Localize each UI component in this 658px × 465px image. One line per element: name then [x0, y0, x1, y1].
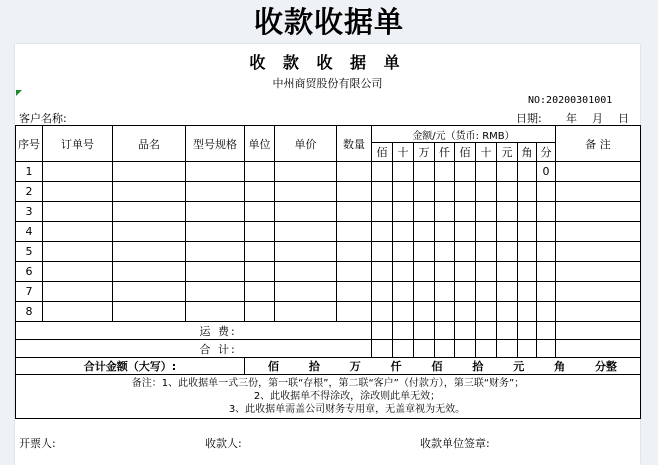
notes-cell [16, 375, 641, 419]
banner-title: 收款收据单 [253, 5, 404, 39]
qty-cell[interactable] [337, 302, 372, 322]
table-row [16, 162, 641, 182]
amount-digit-cell[interactable] [393, 162, 414, 182]
amount-digit-cell[interactable] [497, 302, 518, 322]
amount-digit-cell[interactable] [435, 202, 455, 222]
amount-digit-cell[interactable] [455, 202, 476, 222]
amount-digit-cell[interactable] [414, 262, 435, 282]
unit-cell[interactable] [245, 202, 275, 222]
total-unit-label: 拾 [472, 360, 484, 373]
table-row [16, 202, 641, 222]
total-unit-label: 万 [349, 360, 361, 373]
total-unit-label: 佰 [267, 360, 279, 373]
amount-digit-cell[interactable] [435, 242, 455, 262]
order-no-cell[interactable] [43, 222, 113, 242]
amount-digit-cell[interactable] [372, 202, 393, 222]
freight-remark-cell[interactable] [556, 322, 641, 340]
digit-header: 万 [414, 143, 435, 162]
remark-cell[interactable] [556, 302, 641, 322]
product-cell[interactable] [113, 302, 186, 322]
amount-digit-cell[interactable] [497, 182, 518, 202]
table-row [16, 262, 641, 282]
date-label: 日期: [516, 112, 542, 125]
amount-digit-cell[interactable] [455, 282, 476, 302]
table-row [16, 242, 641, 262]
qty-cell[interactable] [337, 162, 372, 182]
price-cell[interactable] [275, 282, 337, 302]
amount-digit-cell[interactable] [393, 222, 414, 242]
digit-header: 十 [393, 143, 414, 162]
remark-cell[interactable] [556, 242, 641, 262]
amount-digit-cell[interactable] [435, 262, 455, 282]
amount-digit-cell[interactable] [372, 222, 393, 242]
total-unit-label: 分整 [594, 360, 617, 373]
row-seq: 6 [16, 262, 43, 282]
amount-digit-cell[interactable] [537, 182, 556, 202]
product-cell[interactable] [113, 162, 186, 182]
amount-digit-cell[interactable]: 0 [537, 162, 556, 182]
receipt-table [15, 125, 641, 419]
model-cell[interactable] [186, 202, 245, 222]
amount-digit-cell[interactable] [372, 262, 393, 282]
order-no-cell[interactable] [43, 282, 113, 302]
qty-cell[interactable] [337, 282, 372, 302]
amount-digit-cell[interactable] [518, 182, 537, 202]
company-name: 中州商贸股份有限公司 [272, 77, 383, 90]
amount-digit-cell[interactable] [393, 302, 414, 322]
amount-digit-cell[interactable] [476, 162, 497, 182]
amount-digit-cell[interactable] [372, 242, 393, 262]
amount-digit-cell[interactable] [455, 302, 476, 322]
header-order-no: 订单号 [43, 126, 113, 162]
amount-digit-cell[interactable] [537, 302, 556, 322]
amount-digit-cell[interactable] [518, 262, 537, 282]
amount-digit-cell[interactable] [393, 202, 414, 222]
amount-digit-cell[interactable] [537, 222, 556, 242]
total-words-label: 合计金额（大写）: [16, 358, 245, 375]
qty-cell[interactable] [337, 202, 372, 222]
qty-cell[interactable] [337, 222, 372, 242]
table-row [16, 282, 641, 302]
date-year: 年 [566, 112, 577, 125]
header-remark: 备 注 [556, 126, 641, 162]
amount-digit-cell[interactable] [455, 182, 476, 202]
unit-cell[interactable] [245, 262, 275, 282]
row-seq: 5 [16, 242, 43, 262]
amount-digit-cell[interactable] [455, 242, 476, 262]
customer-name-label: 客户名称: [19, 112, 67, 125]
price-cell[interactable] [275, 262, 337, 282]
amount-digit-cell[interactable] [393, 262, 414, 282]
amount-digit-cell[interactable] [372, 162, 393, 182]
unit-cell[interactable] [245, 162, 275, 182]
amount-digit-cell[interactable] [414, 242, 435, 262]
header-qty: 数量 [337, 126, 372, 162]
row-seq: 4 [16, 222, 43, 242]
unit-cell[interactable] [245, 222, 275, 242]
total-unit-label: 佰 [431, 360, 443, 373]
amount-digit-cell[interactable] [497, 282, 518, 302]
digit-header: 角 [518, 143, 537, 162]
amount-digit-cell[interactable] [414, 282, 435, 302]
digit-header: 十 [476, 143, 497, 162]
digit-header: 佰 [372, 143, 393, 162]
amount-digit-cell[interactable] [414, 182, 435, 202]
amount-digit-cell[interactable] [393, 242, 414, 262]
amount-digit-cell[interactable] [435, 162, 455, 182]
model-cell[interactable] [186, 162, 245, 182]
price-cell[interactable] [275, 242, 337, 262]
row-seq: 8 [16, 302, 43, 322]
total-unit-label: 仟 [390, 360, 402, 373]
model-cell[interactable] [186, 242, 245, 262]
row-seq: 7 [16, 282, 43, 302]
header-product: 品名 [113, 126, 186, 162]
receipt-sheet [15, 44, 640, 465]
header-seq: 序号 [16, 126, 43, 162]
issuer-label: 开票人: [19, 437, 56, 450]
qty-cell[interactable] [337, 262, 372, 282]
row-seq: 3 [16, 202, 43, 222]
model-cell[interactable] [186, 262, 245, 282]
freight-label: 运 费: [186, 322, 372, 340]
digit-header: 分 [537, 143, 556, 162]
price-cell[interactable] [275, 162, 337, 182]
amount-digit-cell[interactable] [372, 182, 393, 202]
amount-digit-cell[interactable] [537, 262, 556, 282]
unit-cell[interactable] [245, 302, 275, 322]
amount-digit-cell[interactable] [372, 302, 393, 322]
row-seq: 1 [16, 162, 43, 182]
model-cell[interactable] [186, 182, 245, 202]
amount-digit-cell[interactable] [518, 242, 537, 262]
product-cell[interactable] [113, 182, 186, 202]
amount-digit-cell[interactable] [518, 282, 537, 302]
header-amount: 金额/元（货币: RMB） [372, 126, 556, 143]
amount-digit-cell[interactable] [393, 282, 414, 302]
note-line: 备注：1、此收据单一式三份，第一联“存根”，第二联“客户”（付款方），第三联“财务”； [131, 378, 525, 389]
total-unit-label: 角 [554, 360, 566, 373]
date-month: 月 [592, 112, 603, 125]
amount-digit-cell[interactable] [414, 302, 435, 322]
amount-digit-cell[interactable] [518, 302, 537, 322]
remark-cell[interactable] [556, 282, 641, 302]
model-cell[interactable] [186, 222, 245, 242]
remark-cell[interactable] [556, 202, 641, 222]
amount-digit-cell[interactable] [476, 302, 497, 322]
receipt-number: NO:20200301001 [528, 95, 613, 106]
table-row [16, 182, 641, 202]
amount-digit-cell[interactable] [518, 202, 537, 222]
amount-digit-cell[interactable] [476, 242, 497, 262]
qty-cell[interactable] [337, 242, 372, 262]
amount-digit-cell[interactable] [372, 282, 393, 302]
digit-header: 佰 [455, 143, 476, 162]
price-cell[interactable] [275, 202, 337, 222]
amount-digit-cell[interactable] [455, 262, 476, 282]
unit-cell[interactable] [245, 182, 275, 202]
note-line: 3、此收据单需盖公司财务专用章，无盖章视为无效。 [228, 404, 466, 415]
digit-header: 仟 [435, 143, 455, 162]
receiver-label: 收款人: [205, 437, 242, 450]
amount-digit-cell[interactable] [476, 202, 497, 222]
amount-digit-cell[interactable] [537, 282, 556, 302]
amount-digit-cell[interactable] [497, 222, 518, 242]
header-price: 单价 [275, 126, 337, 162]
amount-digit-cell[interactable] [393, 182, 414, 202]
amount-digit-cell[interactable] [476, 222, 497, 242]
amount-digit-cell[interactable] [414, 202, 435, 222]
total-unit-label: 拾 [308, 360, 320, 373]
unit-cell[interactable] [245, 282, 275, 302]
price-cell[interactable] [275, 222, 337, 242]
product-cell[interactable] [113, 262, 186, 282]
remark-cell[interactable] [556, 162, 641, 182]
unit-cell[interactable] [245, 242, 275, 262]
amount-digit-cell[interactable] [476, 282, 497, 302]
amount-digit-cell[interactable] [476, 182, 497, 202]
amount-digit-cell[interactable] [414, 222, 435, 242]
amount-digit-cell[interactable] [455, 222, 476, 242]
stamp-label: 收款单位签章: [420, 437, 490, 450]
amount-digit-cell[interactable] [518, 222, 537, 242]
total-unit-label: 元 [513, 360, 525, 373]
amount-digit-cell[interactable] [518, 162, 537, 182]
subtotal-label: 合 计: [186, 340, 372, 358]
amount-digit-cell[interactable] [537, 202, 556, 222]
amount-digit-cell[interactable] [435, 302, 455, 322]
order-no-cell[interactable] [43, 202, 113, 222]
cell-marker-icon [16, 90, 22, 96]
amount-digit-cell[interactable] [497, 202, 518, 222]
amount-digit-cell[interactable] [455, 162, 476, 182]
note-line: 2、此收据单不得涂改，涂改则此单无效； [253, 391, 441, 402]
amount-digit-cell[interactable] [435, 182, 455, 202]
model-cell[interactable] [186, 282, 245, 302]
product-cell[interactable] [113, 242, 186, 262]
form-title: 收 款 收 据 单 [249, 53, 406, 72]
order-no-cell[interactable] [43, 182, 113, 202]
qty-cell[interactable] [337, 182, 372, 202]
product-cell[interactable] [113, 202, 186, 222]
product-cell[interactable] [113, 222, 186, 242]
amount-digit-cell[interactable] [497, 162, 518, 182]
order-no-cell[interactable] [43, 302, 113, 322]
row-seq: 2 [16, 182, 43, 202]
table-row [16, 222, 641, 242]
amount-digit-cell[interactable] [476, 262, 497, 282]
header-unit: 单位 [245, 126, 275, 162]
order-no-cell[interactable] [43, 162, 113, 182]
model-cell[interactable] [186, 302, 245, 322]
price-cell[interactable] [275, 182, 337, 202]
subtotal-remark-cell[interactable] [556, 340, 641, 358]
amount-digit-cell[interactable] [537, 242, 556, 262]
date-day: 日 [618, 112, 629, 125]
order-no-cell[interactable] [43, 262, 113, 282]
order-no-cell[interactable] [43, 242, 113, 262]
digit-header: 元 [497, 143, 518, 162]
remark-cell[interactable] [556, 182, 641, 202]
amount-digit-cell[interactable] [497, 242, 518, 262]
amount-digit-cell[interactable] [497, 262, 518, 282]
amount-digit-cell[interactable] [435, 222, 455, 242]
header-model: 型号规格 [186, 126, 245, 162]
table-row [16, 302, 641, 322]
total-words-value[interactable] [245, 358, 641, 375]
remark-cell[interactable] [556, 222, 641, 242]
amount-digit-cell[interactable] [435, 282, 455, 302]
remark-cell[interactable] [556, 262, 641, 282]
price-cell[interactable] [275, 302, 337, 322]
product-cell[interactable] [113, 282, 186, 302]
amount-digit-cell[interactable] [414, 162, 435, 182]
